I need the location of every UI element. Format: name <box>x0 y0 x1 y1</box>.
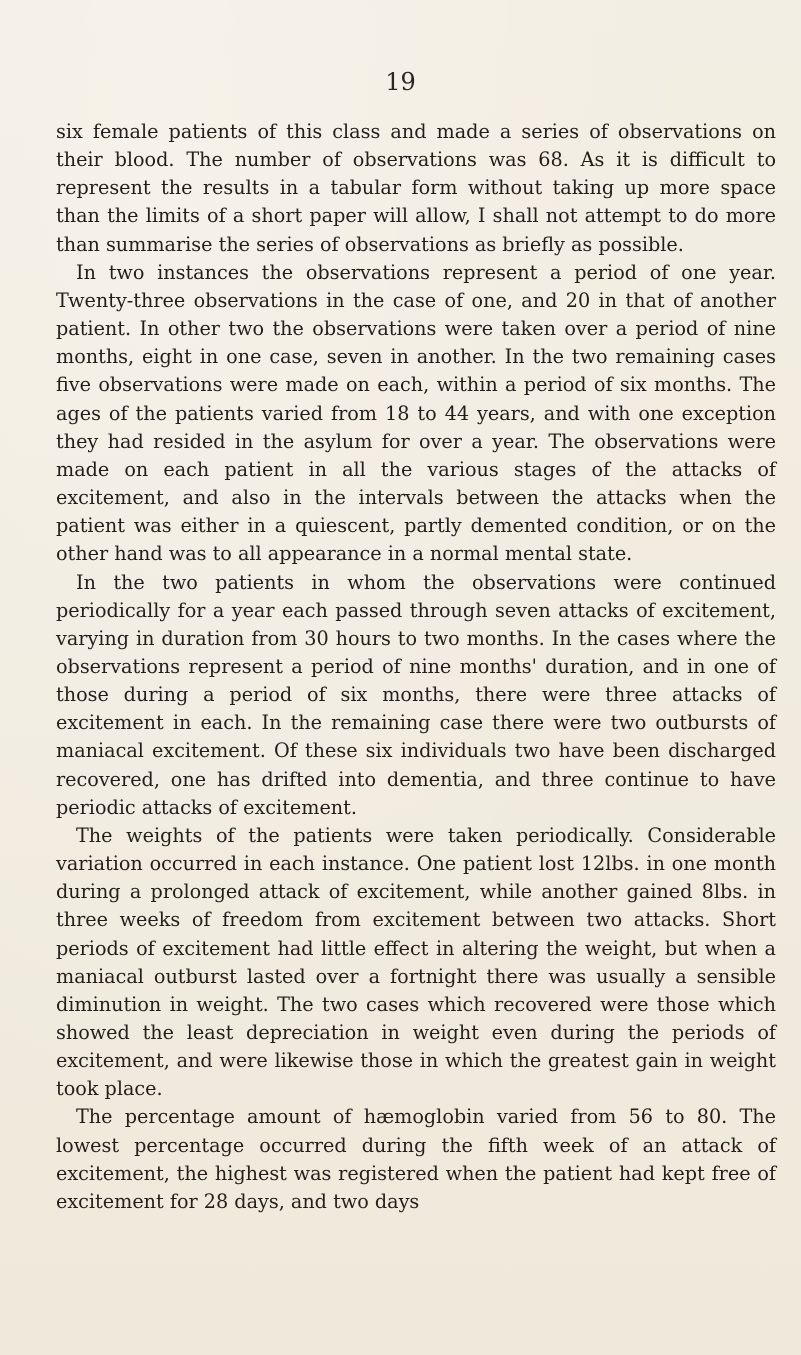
page-number: 19 <box>385 68 416 96</box>
paragraph-1: six female patients of this class and made a series of observations on their blood. The number of observations was 68. As it is difficult to represent the results in a tabular form without taking up more space than the limits of a short paper will allow, I shall not attempt to do more than summarise the series of observations as briefly as possible. <box>56 120 776 256</box>
paragraph-3: In the two patients in whom the observations were continued periodically for a year each passed through seven attacks of excitement, varying in duration from 30 hours to two months. In the cases where the observations represent a period of nine months' duration, and in one of those during a period of six months, there were three attacks of excitement in each. In the remaining case there were two outbursts of maniacal excitement. Of these six individuals two have been discharged recovered, one has drifted into dementia, and three continue to have periodic attacks of excitement. <box>56 570 776 819</box>
paragraph-4: The weights of the patients were taken periodically. Considerable variation occurred in each instance. One patient lost 12lbs. in one month during a prolonged attack of excitement, while another gained 8lbs. in three weeks of freedom from excitement between two attacks. Short periods of excitement had little effect in altering the weight, but when a maniacal outburst lasted over a fortnight there was usually a sensible diminution in weight. The two cases which recovered were those which showed the least depreciation in weight even during the periods of excitement, and were likewise those in which the greatest gain in weight took place. <box>56 823 776 1101</box>
body-text <box>56 118 776 1216</box>
paragraph-2: In two instances the observations represent a period of one year. Twenty-three observations in the case of one, and 20 in that of another patient. In other two the observations were taken over a period of nine months, eight in one case, seven in another. In the two remaining cases five observations were made on each, within a period of six months. The ages of the patients varied from 18 to 44 years, and with one exception they had resided in the asylum for over a year. The observations were made on each patient in all the various stages of the attacks of excitement, and also in the intervals between the attacks when the patient was either in a quiescent, partly demented condition, or on the other hand was to all appearance in a normal mental state. <box>56 260 776 566</box>
paragraph-5: The percentage amount of hæmoglobin varied from 56 to 80. The lowest percentage occurred during the fifth week of an attack of excitement, the highest was registered when the patient had kept free of excitement for 28 days, and two days <box>56 1105 776 1213</box>
